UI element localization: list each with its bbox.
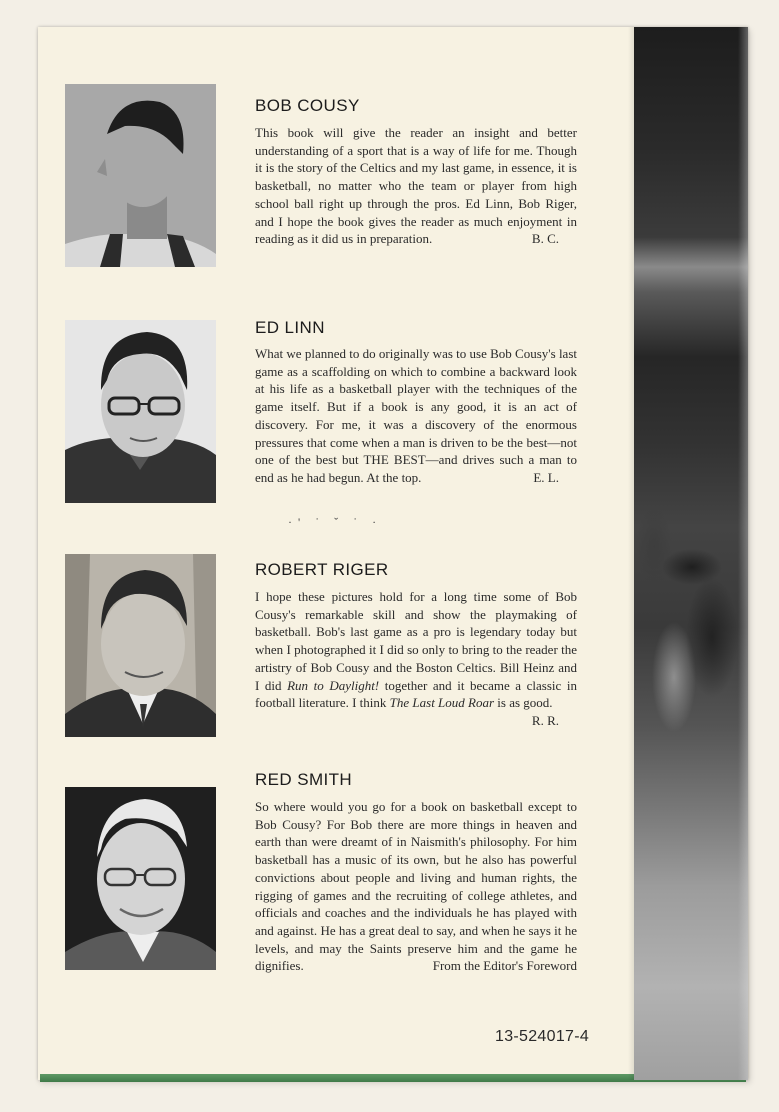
signature: R. R. — [531, 712, 559, 728]
author-name: ED LINN — [255, 318, 325, 337]
statement-text: together and it became a classic in football literature. I think — [255, 677, 577, 711]
author-name: ROBERT RIGER — [255, 560, 389, 579]
portrait-ed-linn-image — [65, 320, 216, 503]
author-statement — [255, 588, 577, 730]
book-title: The Last Loud Roar — [389, 695, 495, 711]
signature: B. C. — [531, 231, 559, 247]
portrait-bob-cousy — [65, 84, 216, 267]
statement-text: is as good. — [494, 695, 553, 711]
basketball-game-photo-strip — [634, 27, 748, 1080]
portrait-robert-riger-image — [65, 554, 216, 737]
portrait-red-smith — [65, 787, 216, 970]
book-title: Run to Daylight! — [287, 677, 380, 693]
author-statement — [255, 124, 577, 248]
statement-text: So where would you go for a book on basketball except to Bob Cousy? For Bob there are more things in heaven and earth than were dreamt of in Naismith's philosophy. For him basketball has a music of its own, but he also has powerful convictions about people and living and human rights, the rigging of games and the recruiting of college athletes, and officials and coaches and the individuals he has played with and against. He has a great deal to say, and when he says it he levels, and may the Saints preserve him and the game he dignifies. — [255, 799, 577, 974]
spine-highlight — [738, 27, 748, 1080]
statement-text: What we planned to do originally was to use Bob Cousy's last game as a scaffolding on which to combine a backward look at his life as a basketball player with the techniques of the game itself. But if a book is any good, it is an act of discovery. For me, it was a discovery of the enormous pressures that come when a man is driven to be the best—not one of the best but THE BEST—and drives such a man to end as he had begun. At the top. — [255, 346, 577, 485]
author-name: BOB COUSY — [255, 96, 360, 115]
author-name: RED SMITH — [255, 770, 353, 789]
statement-text: This book will give the reader an insight and better understanding of a sport that is a way of life for me. Though it is the story of the Celtics and my last game, in essence, it is basketball, no matter who the team or player from high school ball right up through the pros. Ed Linn, Bob Riger, and I hope the book gives the reader as much enjoyment in reading as it did us in preparation. — [255, 125, 577, 247]
portrait-robert-riger — [65, 554, 216, 737]
author-statement — [255, 798, 577, 975]
portrait-ed-linn — [65, 320, 216, 503]
portrait-bob-cousy-image — [65, 84, 216, 267]
author-statement — [255, 345, 577, 487]
signature: From the Editor's Foreword — [432, 958, 577, 974]
signature: E. L. — [533, 469, 559, 485]
isbn-number: 13-524017-4 — [495, 1028, 590, 1045]
smudge-mark: ·' ˙ ˇ ˙ · — [288, 515, 383, 529]
portrait-red-smith-image — [65, 787, 216, 970]
statement-text: I hope these pictures hold for a long time some of Bob Cousy's remarkable skill and show the playmaking of basketball. Bob's last game as a pro is legendary today but when I photographed it I did so only to bring to the reader the artistry of Bob Cousy and the Boston Celtics. Bill Heinz and I did — [255, 589, 577, 693]
